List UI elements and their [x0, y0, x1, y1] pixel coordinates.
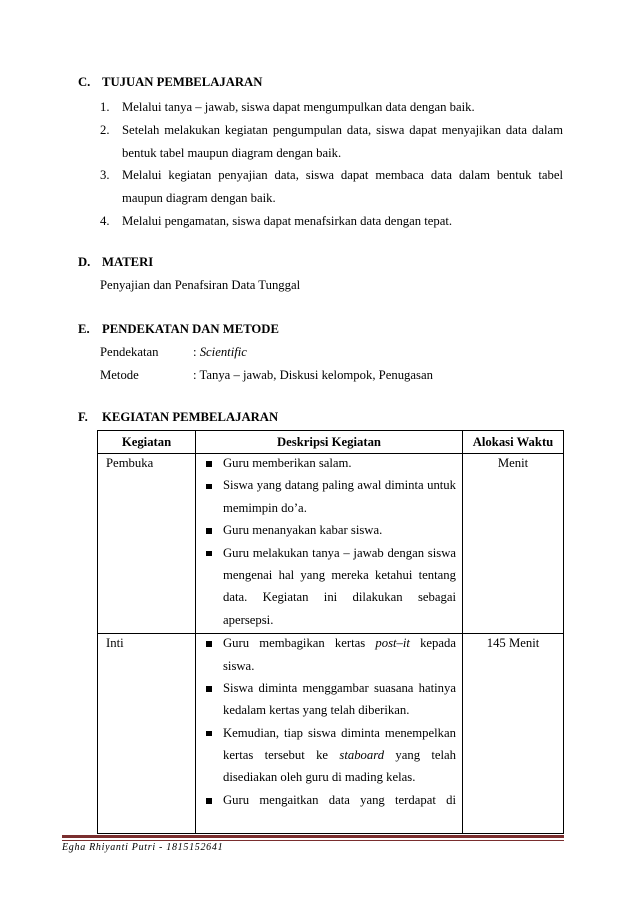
header-description: Deskripsi Kegiatan	[196, 431, 463, 454]
method-row	[100, 364, 433, 387]
bullet-line: mengenai hal yang mereka ketahui tentang	[223, 567, 456, 582]
bullet-item	[196, 789, 456, 811]
objective-item	[100, 119, 563, 165]
bullet-item	[196, 677, 456, 722]
objectives-list	[100, 96, 563, 233]
objective-line: Melalui tanya – jawab, siswa dapat mengumpulkan data dengan baik.	[122, 100, 475, 114]
bullet-line	[223, 632, 456, 654]
section-title: TUJUAN PEMBELAJARAN	[102, 75, 263, 89]
bullet-item	[196, 452, 456, 474]
square-bullet-icon	[206, 731, 212, 737]
table-row-opening	[98, 454, 564, 634]
approach-label: Pendekatan	[100, 344, 159, 359]
material-heading	[78, 251, 153, 274]
objective-item	[100, 96, 563, 119]
table-header-row	[98, 431, 564, 454]
bullet-line: Guru melakukan tanya – jawab dengan siswa	[223, 545, 456, 560]
objective-number: 4.	[100, 213, 110, 228]
section-letter: C.	[78, 75, 91, 89]
objective-number: 3.	[100, 168, 110, 183]
table-row-core	[98, 634, 564, 834]
time-value: 145 Menit	[486, 636, 540, 651]
bullet-line: Kemudian, tiap siswa diminta menempelkan	[223, 725, 456, 740]
method-label: Metode	[100, 367, 139, 382]
objective-line: maupun diagram dengan baik.	[122, 191, 276, 206]
activities-heading	[78, 406, 278, 429]
footer-rule-thin	[62, 840, 564, 841]
section-letter: D.	[78, 254, 91, 269]
bullet-line: disediakan oleh guru di mading kelas.	[223, 770, 416, 785]
objective-line: bentuk tabel maupun diagram dengan baik.	[122, 145, 342, 160]
bullet-line: siswa.	[223, 658, 255, 673]
footer-text: Egha Rhiyanti Putri - 1815152641	[62, 842, 224, 853]
objective-item	[100, 210, 563, 233]
description-cell	[196, 634, 463, 834]
square-bullet-icon	[206, 798, 212, 804]
bullet-text: yang telah	[395, 748, 457, 763]
bullet-item	[196, 632, 456, 677]
method-separator: :	[193, 367, 197, 382]
square-bullet-icon	[206, 484, 212, 490]
section-title: KEGIATAN PEMBELAJARAN	[102, 409, 279, 424]
description-cell	[196, 454, 463, 634]
approach-list	[100, 341, 433, 387]
square-bullet-icon	[206, 528, 212, 534]
objective-line: Setelah melakukan kegiatan pengumpulan data, siswa dapat menyajikan data dalam	[122, 122, 563, 137]
header-activity: Kegiatan	[98, 431, 196, 454]
activity-table	[97, 430, 564, 834]
activity-label: Pembuka	[106, 456, 154, 470]
section-letter: E.	[78, 321, 90, 336]
bullet-item	[196, 722, 456, 789]
approach-separator: :	[193, 344, 197, 359]
bullet-item	[196, 542, 456, 632]
bullet-line: apersepsi.	[223, 612, 274, 627]
bullet-italic-term: staboard	[339, 748, 385, 763]
bullet-line: Siswa yang datang paling awal diminta untuk	[223, 478, 456, 493]
square-bullet-icon	[206, 641, 212, 647]
bullet-item	[196, 519, 456, 541]
objective-number: 2.	[100, 122, 110, 137]
bullet-line: Guru mengaitkan data yang terdapat di	[223, 792, 456, 807]
header-time: Alokasi Waktu	[463, 431, 564, 454]
square-bullet-icon	[206, 686, 212, 692]
section-title: PENDEKATAN DAN METODE	[102, 321, 279, 336]
bullet-text: Guru membagikan kertas	[223, 636, 366, 651]
bullet-text: kertas tersebut ke	[223, 748, 329, 763]
square-bullet-icon	[206, 461, 212, 467]
footer-rule-thick	[62, 835, 564, 838]
approach-row	[100, 341, 433, 364]
bullet-line: memimpin do’a.	[223, 500, 307, 515]
method-value: Tanya – jawab, Diskusi kelompok, Penugasan	[199, 367, 433, 382]
bullet-text: kepada	[420, 636, 457, 651]
time-value: Menit	[497, 456, 529, 470]
activity-cell	[98, 454, 196, 634]
activity-cell	[98, 634, 196, 834]
bullet-line: Guru memberikan salam.	[223, 456, 352, 470]
approach-value: Scientific	[199, 344, 247, 359]
square-bullet-icon	[206, 551, 212, 557]
objective-line: Melalui pengamatan, siswa dapat menafsirkan data dengan tepat.	[122, 213, 453, 228]
material-content: Penyajian dan Penafsiran Data Tunggal	[100, 277, 301, 292]
bullet-line: kedalam kertas yang telah diberikan.	[223, 703, 410, 718]
bullet-line: Siswa diminta menggambar suasana hatinya	[223, 680, 456, 695]
objective-item	[100, 164, 563, 210]
bullet-line	[223, 744, 456, 766]
section-letter: F.	[78, 409, 88, 424]
objective-line: Melalui kegiatan penyajian data, siswa dapat membaca data dalam bentuk tabel	[122, 168, 563, 183]
bullet-line: data. Kegiatan ini dilakukan sebagai	[223, 590, 456, 605]
bullet-item	[196, 474, 456, 519]
approach-heading	[78, 318, 279, 341]
activity-label: Inti	[106, 636, 124, 651]
objectives-heading	[78, 71, 262, 94]
bullet-list	[196, 452, 462, 631]
time-cell	[463, 454, 564, 634]
objective-number: 1.	[100, 100, 110, 114]
bullet-italic-term: post–it	[375, 636, 410, 651]
bullet-list	[196, 632, 462, 811]
time-cell	[463, 634, 564, 834]
section-title: MATERI	[102, 254, 154, 269]
bullet-line: Guru menanyakan kabar siswa.	[223, 523, 383, 538]
